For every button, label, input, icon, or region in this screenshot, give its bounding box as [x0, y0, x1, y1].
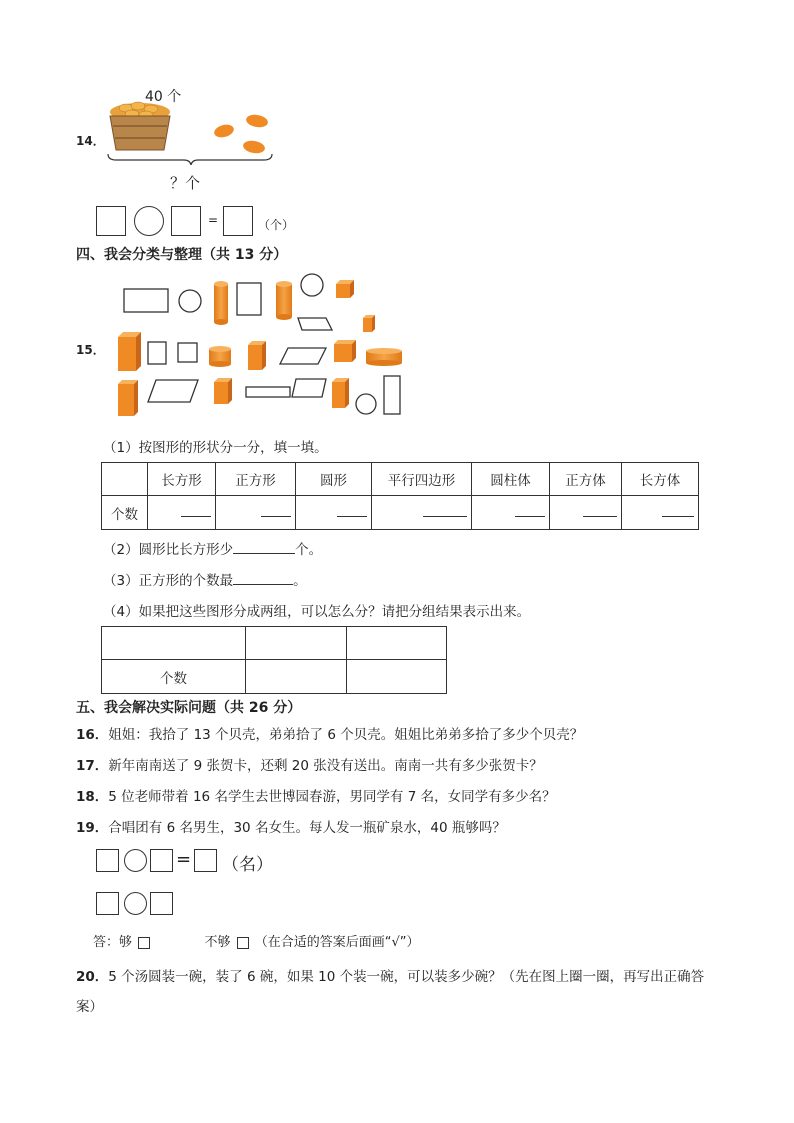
row-label: 个数: [102, 660, 246, 694]
row-label: 个数: [102, 496, 148, 530]
table-header: 长方体: [622, 463, 699, 496]
q20-number: 20．: [76, 969, 109, 985]
q14-top-label: 40 个: [145, 89, 182, 105]
table-header-empty: [102, 463, 148, 496]
mango: [245, 113, 269, 129]
table-header: 圆柱体: [472, 463, 550, 496]
q19-answer-box[interactable]: [96, 849, 119, 872]
section4-title: 四、我会分类与整理（共 13 分）: [76, 247, 288, 263]
q19-result-box[interactable]: [194, 849, 217, 872]
circle: [356, 394, 376, 414]
square: [178, 343, 197, 362]
q14-result-box[interactable]: [223, 206, 253, 236]
q19-compare-box[interactable]: [96, 892, 119, 915]
q15-classification-table: [101, 462, 699, 530]
q19-text: 合唱团有 6 名男生，30 名女生。每人发一瓶矿泉水，40 瓶够吗？: [108, 820, 506, 836]
cylinder: [366, 348, 402, 366]
q14-basket-illustration: [104, 100, 279, 165]
q19-equals: =: [176, 849, 192, 870]
q14-operator-circle[interactable]: [134, 206, 164, 236]
mango: [213, 123, 235, 140]
q15-part4-text: （4）如果把这些图形分成两组，可以怎么分？请把分组结果表示出来。: [103, 604, 531, 620]
q14-answer-box[interactable]: [171, 206, 201, 236]
count-cell[interactable]: [472, 496, 550, 530]
q19-answer-line: [93, 931, 420, 950]
q17: [76, 754, 543, 774]
cube: [334, 340, 356, 362]
cuboid: [248, 341, 266, 370]
cylinder: [276, 281, 292, 320]
q15-part2-suffix: 个。: [295, 542, 323, 558]
q16-text: 姐姐：我拾了 13 个贝壳，弟弟拾了 6 个贝壳。姐姐比弟弟多拾了多少个贝壳？: [108, 727, 584, 743]
q15-part1-text: （1）按图形的形状分一分，填一填。: [103, 440, 328, 456]
q15-part2: [103, 538, 322, 558]
group-count-cell[interactable]: [246, 660, 347, 694]
table-header: 正方体: [550, 463, 622, 496]
circle: [179, 290, 201, 312]
q20: [76, 962, 776, 1022]
q15-part3-suffix: 。: [293, 573, 307, 589]
q19-compare-box[interactable]: [150, 892, 173, 915]
q16: [76, 723, 583, 743]
table-header: 正方形: [216, 463, 296, 496]
q14-unit: （个）: [258, 218, 295, 232]
q15-part2-blank[interactable]: [233, 553, 295, 554]
q19-unit: （名）: [222, 855, 273, 875]
cuboid: [118, 332, 141, 371]
cylinder: [214, 281, 228, 325]
rectangle: [246, 387, 290, 397]
count-cell[interactable]: [622, 496, 699, 530]
rectangle: [384, 376, 400, 414]
q20-text-cont: 案）: [76, 999, 103, 1015]
q19-compare-circle[interactable]: [124, 892, 147, 915]
parallelogram: [298, 318, 332, 330]
q18-text: 5 位老师带着 16 名学生去世博园春游，男同学有 7 名，女同学有多少名？: [108, 789, 556, 805]
count-cell[interactable]: [296, 496, 372, 530]
q15-part3-text: （3）正方形的个数最: [103, 573, 234, 589]
parallelogram: [148, 380, 198, 402]
mango: [242, 139, 266, 155]
group-count-cell[interactable]: [347, 660, 447, 694]
basket: [110, 116, 170, 150]
q15-part3: [103, 569, 307, 589]
count-cell[interactable]: [372, 496, 472, 530]
group-cell[interactable]: [102, 627, 246, 660]
q19-operator-circle[interactable]: [124, 849, 147, 872]
table-header: 平行四边形: [372, 463, 472, 496]
table-header: 圆形: [296, 463, 372, 496]
count-cell[interactable]: [148, 496, 216, 530]
q15-part3-blank[interactable]: [233, 584, 293, 585]
q17-number: 17．: [76, 758, 109, 774]
circle: [301, 274, 323, 296]
q19-not-enough-checkbox[interactable]: [237, 937, 249, 949]
q14-answer-box[interactable]: [96, 206, 126, 236]
q15-number: 15．: [76, 343, 105, 357]
curly-brace: [108, 154, 272, 165]
table-header: 长方形: [148, 463, 216, 496]
cuboid: [363, 315, 375, 332]
q19-enough-label: 答：够: [93, 935, 133, 950]
section5-title: 五、我会解决实际问题（共 26 分）: [76, 700, 302, 716]
q15-grouping-table: [101, 626, 447, 694]
cuboid: [118, 380, 138, 416]
q19-enough-checkbox[interactable]: [138, 937, 150, 949]
rectangle: [237, 283, 261, 315]
parallelogram: [280, 348, 326, 364]
q14-bottom-label: ？个: [170, 174, 201, 192]
q15-part2-text: （2）圆形比长方形少: [103, 542, 234, 558]
group-cell[interactable]: [347, 627, 447, 660]
q14-equals: =: [208, 213, 219, 227]
q16-number: 16．: [76, 727, 109, 743]
q18-number: 18．: [76, 789, 109, 805]
q19-number: 19．: [76, 820, 109, 836]
cuboid: [214, 378, 232, 404]
cube: [336, 280, 354, 298]
q17-text: 新年南南送了 9 张贺卡，还剩 20 张没有送出。南南一共有多少张贺卡？: [108, 758, 543, 774]
q19: [76, 816, 506, 836]
q18: [76, 785, 556, 805]
q20-text: 5 个汤圆装一碗，装了 6 碗，如果 10 个装一碗，可以装多少碗？（先在图上圈一圈，再写出正确答: [108, 969, 705, 985]
rectangle: [148, 342, 166, 364]
cylinder: [209, 346, 231, 367]
q15-shapes-illustration: [110, 270, 410, 420]
q14-number: 14．: [76, 134, 105, 148]
count-cell[interactable]: [550, 496, 622, 530]
q19-hint: （在合适的答案后面画“√”）: [254, 935, 420, 950]
q19-answer-box[interactable]: [150, 849, 173, 872]
q19-not-enough-label: 不够: [204, 935, 231, 950]
rectangle: [124, 289, 168, 312]
cuboid: [332, 378, 349, 408]
group-cell[interactable]: [246, 627, 347, 660]
count-cell[interactable]: [216, 496, 296, 530]
parallelogram: [292, 379, 326, 397]
